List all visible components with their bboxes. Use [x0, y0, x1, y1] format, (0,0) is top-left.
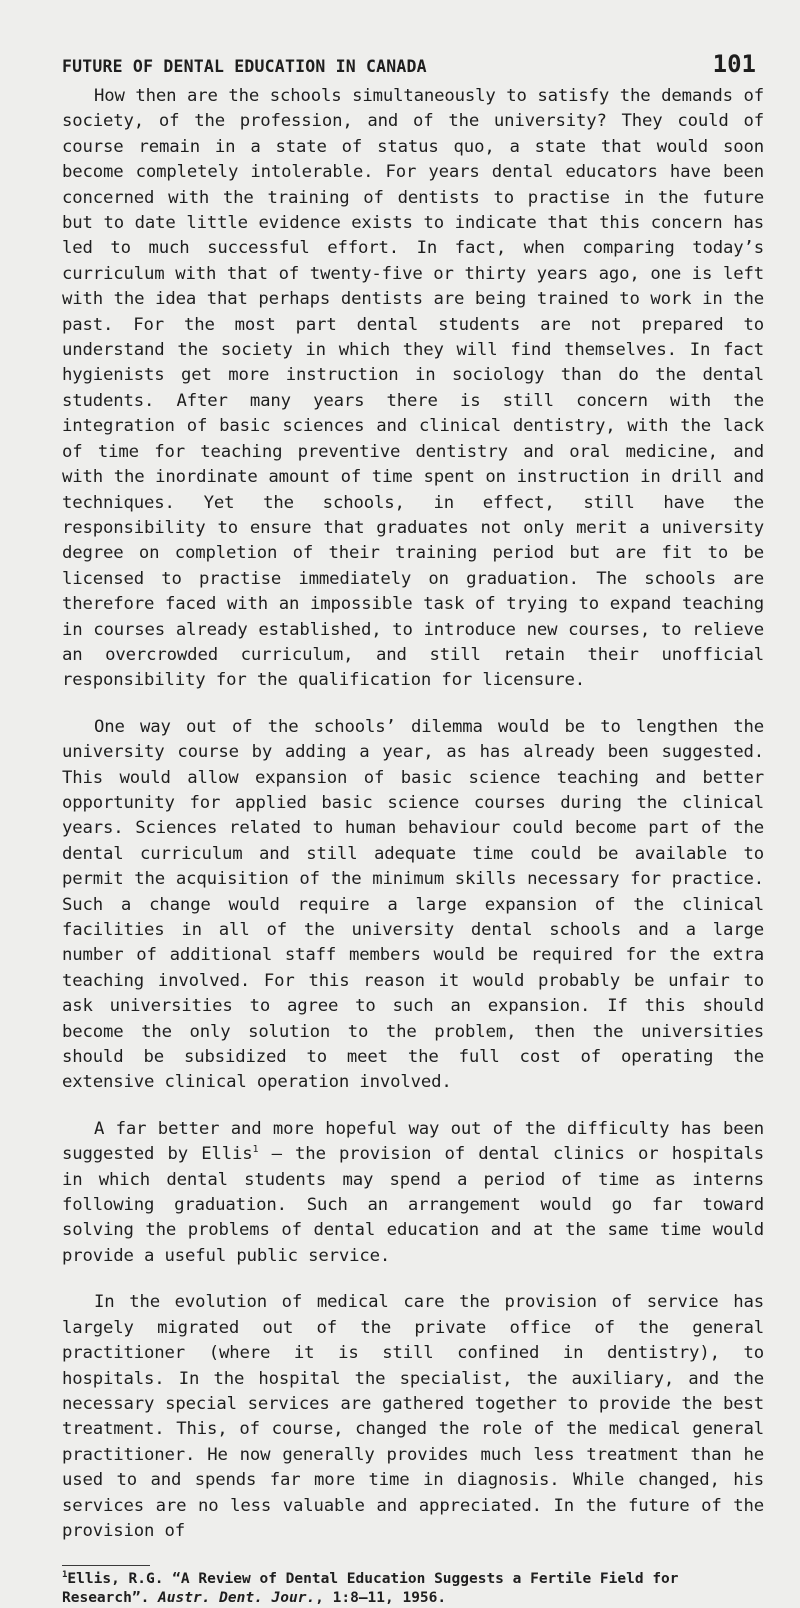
- running-head: [62, 50, 764, 80]
- paragraph-3-text-b: — the provision of dental clinics or hospitals in which dental students may spend a period of time as interns following graduation. Such an arrangement would go far toward solving the problems of dental education and at the same time would provide a useful public service.: [62, 1144, 764, 1266]
- footnote-text: Ellis, R.G. “A Review of Dental Education Suggests a Fertile Field for Research”.: [62, 1571, 679, 1607]
- paragraph-4: In the evolution of medical care the provision of service has largely migrated out of the private office of the general practitioner (where it is still confined in dentistry), to hospitals. In the hospital the specialist, the auxiliary, and the necessary special services are gathered together to provide the best treatment. This, of course, changed the role of the medical general practitioner. He now generally provides much less treatment than he used to and spends far more time in diagnosis. While changed, his services are no less valuable and appreciated. In the future of the provision of: [62, 1292, 764, 1541]
- footnote-mark: 1: [62, 1570, 68, 1581]
- footnote-journal: Austr. Dent. Jour.: [158, 1590, 316, 1607]
- paragraph-3-text-a: A far better and more hopeful way out of the difficulty has been suggested by Ellis: [62, 1118, 764, 1165]
- footnote-reference: 1: [252, 1144, 259, 1156]
- paragraph-1: How then are the schools simultaneously to satisfy the demands of society, of the profession, and of the university? They could of course remain in a state of status quo, a state that would soon become completely intolerable. For years dental educators have been concerned with the training of dentists to practise in the future but to date little evidence exists to indicate that this concern has led to much successful effort. In fact, when comparing today’s curriculum with that of twenty-five or thirty years ago, one is left with the idea that perhaps dentists are being trained to work in the past. For the most part dental students are not prepared to understand the society in which they will find themselves. In fact hygienists get more instruction in sociology than do the dental students. After many years there is still concern with the integration of basic sciences and clinical dentistry, with the lack of time for teaching preventive dentistry and oral medicine, and with the inordinate amount of time spent on instruction in drill and techniques. Yet the schools, in effect, still have the responsibility to ensure that graduates not only merit a university degree on completion of their training period but are fit to be licensed to practise immediately on graduation. The schools are therefore faced with an impossible task of trying to expand teaching in courses already established, to introduce new courses, to relieve an overcrowded curriculum, and still retain their unofficial responsibility for the qualification for licensure.: [62, 86, 764, 691]
- footnote-citation: , 1:8—11, 1956.: [315, 1590, 447, 1607]
- paragraph-2: One way out of the schools’ dilemma would be to lengthen the university course by adding a year, as has already been suggested. This would allow expansion of basic science teaching and better opportunity for applied basic science courses during the clinical years. Sciences related to human behaviour could become part of the dental curriculum and still adequate time could be available to permit the acquisition of the minimum skills necessary for practice. Such a change would require a large expansion of the clinical facilities in all of the university dental schools and a large number of additional staff members would be required for the extra teaching involved. For this reason it would probably be unfair to ask universities to agree to such an expansion. If this should become the only solution to the problem, then the universities should be subsidized to meet the full cost of operating the extensive clinical operation involved.: [62, 716, 764, 1093]
- footnote-divider: [62, 1565, 150, 1566]
- paragraph-3: [62, 1117, 764, 1269]
- footnote: [62, 1570, 764, 1608]
- running-title: FUTURE OF DENTAL EDUCATION IN CANADA: [62, 57, 427, 76]
- body-text: [62, 84, 764, 1544]
- page-number: 101: [712, 50, 756, 78]
